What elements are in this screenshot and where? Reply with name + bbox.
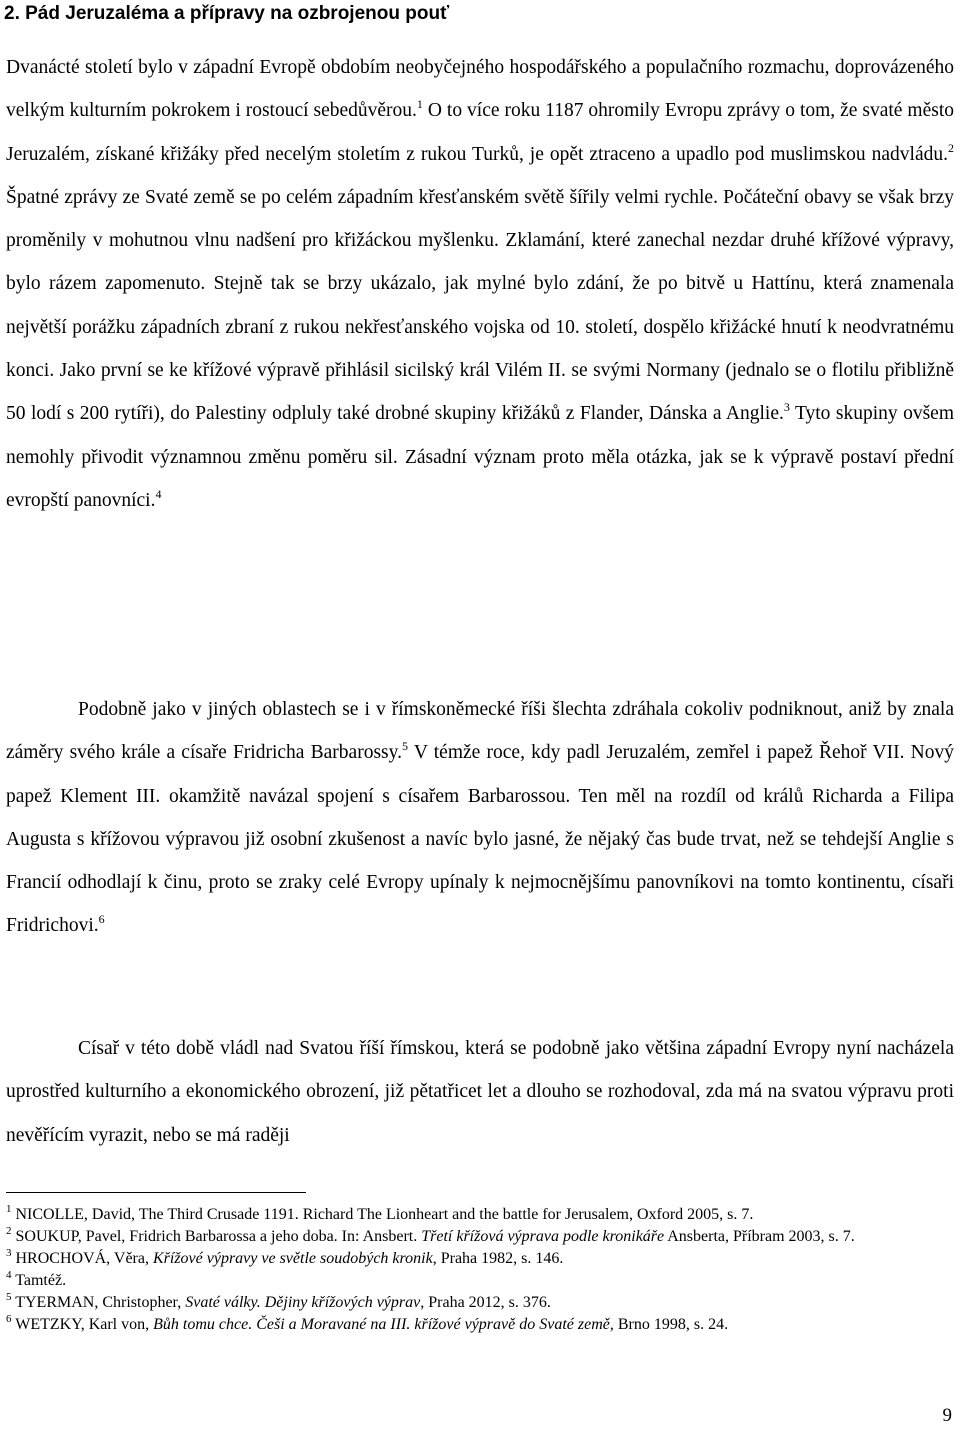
footnote-text: , Brno 1998, s. 24. [609, 1316, 729, 1333]
footnote-ref[interactable]: 4 [155, 486, 162, 501]
footnote-text: HROCHOVÁ, Věra, [15, 1250, 153, 1267]
footnote-3 [6, 1248, 954, 1270]
paragraph-text: V témže roce, kdy padl Jeruzalém, zemřel i papež Řehoř VII. Nový papež Klement III. okamžitě navázal spojení s císařem Barbarossou. Ten měl na rozdíl od králů Richarda a Filipa Augusta s křížovou výpravou již osobní zkušenost a navíc bylo jasné, že nějaký čas bude trvat, než se tehdejší Anglie s Francií odhodlají k činu, proto se zraky celé Evropy upínaly k nejmocnějšímu panovníkovi na tomto kontinentu, císaři Fridrichovi. [6, 742, 954, 937]
footnote-text: SOUKUP, Pavel, Fridrich Barbarossa a jeho doba. In: Ansbert. [15, 1228, 422, 1245]
footnote-number: 1 [6, 1203, 12, 1215]
footnote-4 [6, 1270, 954, 1292]
footnote-text: Tamtéž. [15, 1272, 67, 1289]
footnote-text: Ansberta, Příbram 2003, s. 7. [664, 1228, 855, 1245]
paragraph-text: Císař v této době vládl nad Svatou říší římskou, která se podobně jako většina západní Evropy nyní nacházela uprostřed kulturního a ekonomického obrození, již pětatřicet let a dlouho se rozhodoval, zda má na svatou výpravu proti nevěřícím vyrazit, nebo se má raději [6, 1038, 954, 1146]
footnote-ref[interactable]: 5 [401, 739, 408, 754]
footnote-number: 5 [6, 1291, 12, 1303]
page-number: 9 [942, 1405, 952, 1426]
footnote-ref[interactable]: 2 [948, 140, 954, 155]
footnote-number: 4 [6, 1269, 12, 1281]
paragraph-2 [6, 688, 954, 948]
paragraph-text: Dvanácté století bylo v západní Evropě obdobím neobyčejného hospodářského a populačního rozmachu, doprovázeného velkým kulturním pokrokem i rostoucí sebedůvěrou. [6, 57, 954, 122]
footnote-text: TYERMAN, Christopher, [15, 1294, 186, 1311]
footnote-title: Svaté války. Dějiny křížových výprav [185, 1294, 421, 1311]
footnote-number: 3 [6, 1247, 12, 1259]
footnote-1 [6, 1204, 954, 1226]
footnotes [6, 1204, 954, 1336]
paragraph-text: O to více roku 1187 ohromily Evropu zprávy o tom, že svaté město Jeruzalém, získané křižáky před necelým stoletím z rukou Turků, je opět ztraceno a upadlo pod muslimskou nadvládu. [6, 100, 954, 165]
paragraph-3 [6, 1027, 954, 1157]
footnote-text: , Praha 1982, s. 146. [432, 1250, 564, 1267]
paragraph-text: Tyto skupiny ovšem nemohly přivodit významnou změnu poměru sil. Zásadní význam proto měla otázka, jak se k výpravě postaví přední evropští panovníci. [6, 403, 954, 511]
footnote-ref[interactable]: 3 [783, 400, 790, 415]
footnote-6 [6, 1314, 954, 1336]
footnote-title: Křížové výpravy ve světle soudobých kronik [152, 1250, 433, 1267]
footnote-2 [6, 1226, 954, 1248]
chapter-heading: 2. Pád Jeruzaléma a přípravy na ozbrojenou pouť [4, 3, 450, 24]
paragraph-text: Podobně jako v jiných oblastech se i v římskoněmecké říši šlechta zdráhala cokoliv podniknout, aniž by znala záměry svého krále a císaře Fridricha Barbarossy. [6, 699, 954, 764]
footnote-text: , Praha 2012, s. 376. [420, 1294, 551, 1311]
footnote-number: 6 [6, 1313, 12, 1325]
footnote-title: Třetí křížová výprava podle kronikáře [421, 1228, 665, 1245]
footnote-separator [6, 1192, 306, 1193]
footnote-text: NICOLLE, David, The Third Crusade 1191. Richard The Lionheart and the battle for Jerusalem, Oxford 2005, s. 7. [15, 1206, 754, 1223]
footnote-number: 2 [6, 1225, 12, 1237]
paragraph-1 [6, 46, 954, 522]
footnote-text: WETZKY, Karl von, [15, 1316, 154, 1333]
footnote-ref[interactable]: 6 [98, 912, 105, 927]
footnote-5 [6, 1292, 954, 1314]
footnote-title: Bůh tomu chce. Češi a Moravané na III. křížové výpravě do Svaté země [153, 1316, 610, 1333]
paragraph-text: Špatné zprávy ze Svaté země se po celém západním křesťanském světě šířily velmi rychle. Počáteční obavy se však brzy proměnily v mohutnou vlnu nadšení pro křižáckou myšlenku. Zklamání, které zanechal nezdar druhé křížové výpravy, bylo rázem zapomenuto. Stejně tak se brzy ukázalo, jak mylné bylo zdání, že po bitvě u Hattínu, která znamenala největší porážku západních zbraní z rukou nekřesťanského vojska od 10. století, dospělo křižácké hnutí k neodvratnému konci. Jako první se ke křížové výpravě přihlásil sicilský král Vilém II. se svými Normany (jednalo se o flotilu přibližně 50 lodí s 200 rytíři), do Palestiny odpluly také drobné skupiny křižáků z Flander, Dánska a Anglie. [6, 186, 954, 425]
footnote-ref[interactable]: 1 [416, 97, 423, 112]
